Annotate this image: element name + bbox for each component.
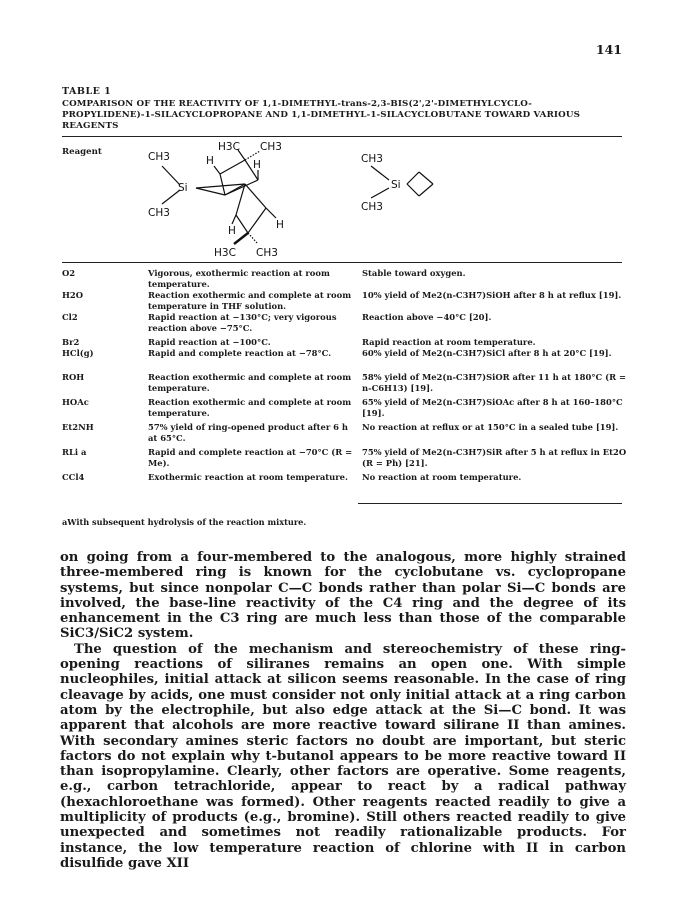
atom-label: H xyxy=(228,225,236,237)
atom-label: H3C xyxy=(214,247,236,259)
atom-label: H xyxy=(253,159,261,171)
table-caption: COMPARISON OF THE REACTIVITY OF 1,1-DIMETHYL-trans-2,3-BIS(2',2'-DIMETHYLCYCLO-PROPYLIDENE)-1-SILACYCLOPROPANE AND 1,1-DIMETHYL-1-SILACYCLOBUTANE TOWARD VARIOUS REAGENTS xyxy=(62,99,581,132)
atom-label: H xyxy=(206,155,214,167)
atom-label: Si xyxy=(391,179,401,191)
atom-label: CH3 xyxy=(260,141,282,153)
table-row xyxy=(62,422,622,447)
atom-label: Si xyxy=(178,182,188,194)
table-row xyxy=(62,312,622,337)
table-label: TABLE 1 xyxy=(62,86,112,97)
table-top-rule xyxy=(62,136,622,137)
silacyclobutane-cell: Rapid reaction at room temperature. xyxy=(362,337,536,347)
table-row xyxy=(62,397,622,422)
silacyclobutane-cell: Reaction above −40°C [20]. xyxy=(362,312,492,322)
atom-label: CH3 xyxy=(256,247,278,259)
reagent-cell: Br2 xyxy=(62,337,80,347)
paragraph: The question of the mechanism and stereochemistry of these ring-opening reactions of siliranes remains an open one. With simple nucleophiles, initial attack at silicon seems reasonable. In the case of ring cleavage by acids, one must consider not only initial attack at a ring carbon atom by the electrophile, but also edge attack at the Si—C bond. It was apparent that alcohols are more reactive toward silirane II than amines. With secondary amines steric factors no doubt are important, but steric factors do not explain why t-butanol appears to be more reactive toward II than isopropylamine. Clearly, other factors are operative. Some reagents, e.g., carbon tetrachloride, appear to react by a radical pathway (hexachloroethane was formed). Other reagents reacted readily to give a multiplicity of products (e.g., bromine). Still others reacted readily to give unexpected and sometimes not readily rationalizable products. For instance, the low temperature reaction of chlorine with II in carbon disulfide gave XII xyxy=(60,641,626,871)
silacyclobutane-cell: No reaction at reflux or at 150°C in a sealed tube [19]. xyxy=(362,422,619,432)
silacyclobutane-cell: 58% yield of Me2(n-C3H7)SiOR after 11 h at 180°C (R = n-C6H13) [19]. xyxy=(362,372,626,393)
body-text xyxy=(60,550,626,871)
reagent-cell: HCl(g) xyxy=(62,348,94,358)
silirane-cell: Vigorous, exothermic reaction at room temperature. xyxy=(148,268,330,289)
reagent-cell: HOAc xyxy=(62,397,89,407)
table-row xyxy=(62,447,627,472)
reagent-column-header: Reagent xyxy=(62,147,102,157)
silirane-cell: Rapid reaction at −130°C; very vigorous reaction above −75°C. xyxy=(148,312,337,333)
reagent-cell: Cl2 xyxy=(62,312,78,322)
atom-label: CH3 xyxy=(361,201,383,213)
table-row xyxy=(62,472,622,494)
silirane-structure xyxy=(140,140,365,265)
silirane-cell: Rapid reaction at −100°C. xyxy=(148,337,271,347)
table-body xyxy=(62,268,627,494)
table-row xyxy=(62,337,622,348)
table-row xyxy=(62,372,626,397)
table-header-rule xyxy=(62,262,622,263)
silirane-cell: Reaction exothermic and complete at room temperature in THF solution. xyxy=(148,290,352,311)
silacyclobutane-cell: 75% yield of Me2(n-C3H7)SiR after 5 h at reflux in Et2O (R = Ph) [21]. xyxy=(362,447,627,468)
atom-label: H3C xyxy=(218,141,240,153)
silacyclobutane-cell: No reaction at room temperature. xyxy=(362,472,522,482)
silirane-cell: Exothermic reaction at room temperature. xyxy=(148,472,348,482)
silirane-cell: Reaction exothermic and complete at room temperature. xyxy=(148,372,352,393)
reagent-cell: ROH xyxy=(62,372,85,382)
silirane-cell: Rapid and complete reaction at −78°C. xyxy=(148,348,332,358)
silacyclobutane-cell: 10% yield of Me2(n-C3H7)SiOH after 8 h at reflux [19]. xyxy=(362,290,622,300)
table-footnote: aWith subsequent hydrolysis of the reaction mixture. xyxy=(62,517,307,527)
silacyclobutane-cell: Stable toward oxygen. xyxy=(362,268,466,278)
silirane-cell: 57% yield of ring-opened product after 6 h at 65°C. xyxy=(148,422,349,443)
table-row xyxy=(62,268,622,290)
table-bottom-rule xyxy=(358,503,622,504)
reagent-cell: CCl4 xyxy=(62,472,85,482)
silirane-cell: Reaction exothermic and complete at room temperature. xyxy=(148,397,352,418)
silacyclobutane-structure xyxy=(355,150,465,225)
paragraph: on going from a four-membered to the analogous, more highly strained three-membered ring is known for the cyclobutane vs. cyclopropane systems, but since nonpolar C—C bonds rather than polar Si—C bonds are involved, the base-line reactivity of the C4 ring and the degree of its enhancement in the C3 ring are much less than those of the comparable SiC3/SiC2 system. xyxy=(60,550,626,642)
silirane-cell: Rapid and complete reaction at −70°C (R = Me). xyxy=(148,447,353,468)
silacyclobutane-cell: 65% yield of Me2(n-C3H7)SiOAc after 8 h at 160–180°C [19]. xyxy=(362,397,623,418)
table-row xyxy=(62,348,622,372)
page-number: 141 xyxy=(595,42,622,57)
table-row xyxy=(62,290,622,312)
atom-label: H xyxy=(276,219,284,231)
reagent-cell: RLi a xyxy=(62,447,87,457)
atom-label: CH3 xyxy=(361,153,383,165)
reagent-cell: H2O xyxy=(62,290,84,300)
atom-label: CH3 xyxy=(148,151,170,163)
reagent-cell: O2 xyxy=(62,268,76,278)
silacyclobutane-cell: 60% yield of Me2(n-C3H7)SiCl after 8 h at 20°C [19]. xyxy=(362,348,612,358)
atom-label: CH3 xyxy=(148,207,170,219)
reagent-cell: Et2NH xyxy=(62,422,94,432)
